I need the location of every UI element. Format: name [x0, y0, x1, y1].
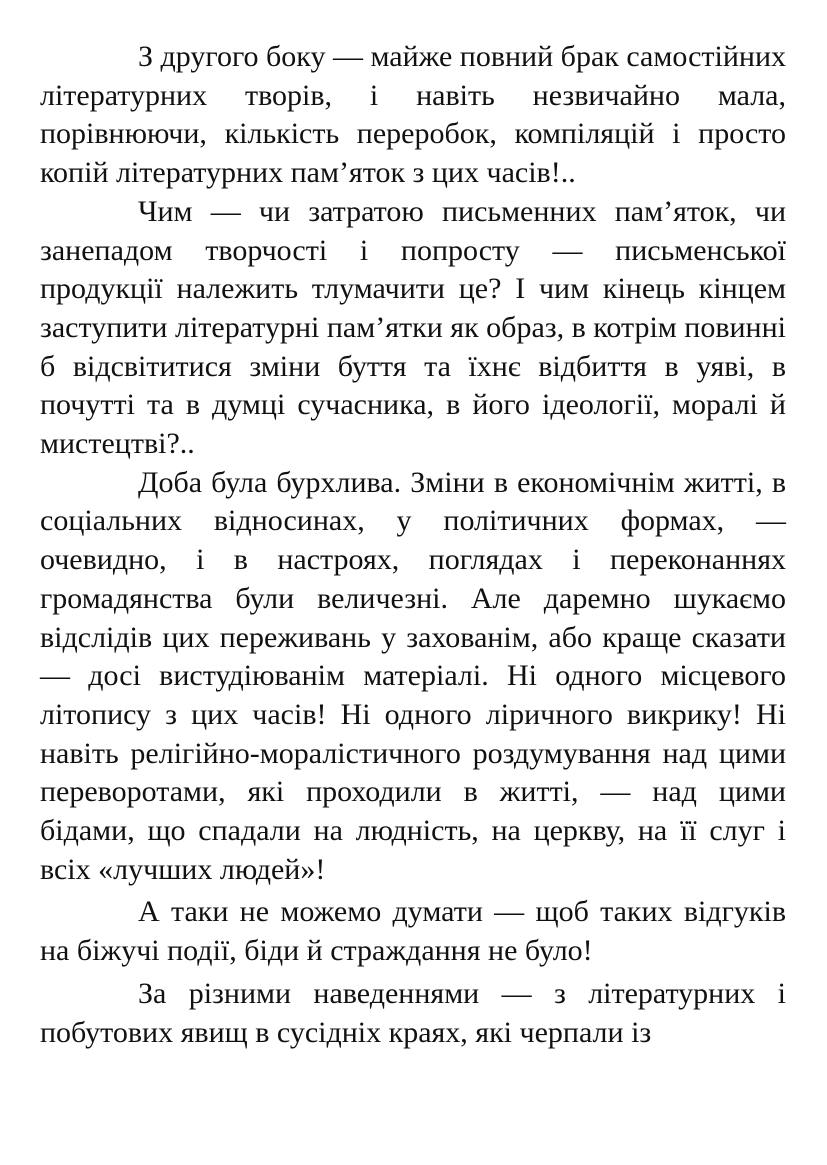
paragraph-4: А таки не можемо думати — щоб таких відгуків на біжучі події, біди й страждання не було! — [40, 895, 786, 968]
paragraph-2: Чим — чи затратою письменних пам’яток, чи занепадом творчості і попросту — письменської продукції належить тлумачити це? І чим кінець кінцем заступити літературні пам’ятки як образ, в котрім повинні б відсвітитися зміни буття та їхнє відбиття в уяві, в почутті та в думці сучасника, в його ідеології, моралі й мистецтві?.. — [40, 194, 786, 461]
document-page — [40, 38, 786, 1052]
paragraph-1: З другого боку — майже повний брак самостійних літературних творів, і навіть незвичайно мала, порівнюючи, кількість переробок, компіляцій і просто копій літературних пам’яток з цих часів!.. — [40, 40, 786, 190]
paragraph-5: За різними наведеннями — з літературних і побутових явищ в сусідніх краях, які черпали із — [40, 976, 786, 1049]
paragraph-3: Доба була бурхлива. Зміни в економічнім житті, в соціальних відносинах, у політичних формах, — очевидно, і в настроях, поглядах і переконаннях громадянства були величезні. Але даремно шукаємо відслідів цих переживань у захованім, або краще сказати — досі вистудіюванім матеріалі. Ні одного місцевого літопису з цих часів! Ні одного ліричного викрику! Ні навіть релігійно-моралістичного роздумування над цими переворотами, які проходили в житті, — над цими бідами, що спадали на людність, на церкву, на її слуг і всіх «лучших людей»! — [40, 465, 786, 886]
